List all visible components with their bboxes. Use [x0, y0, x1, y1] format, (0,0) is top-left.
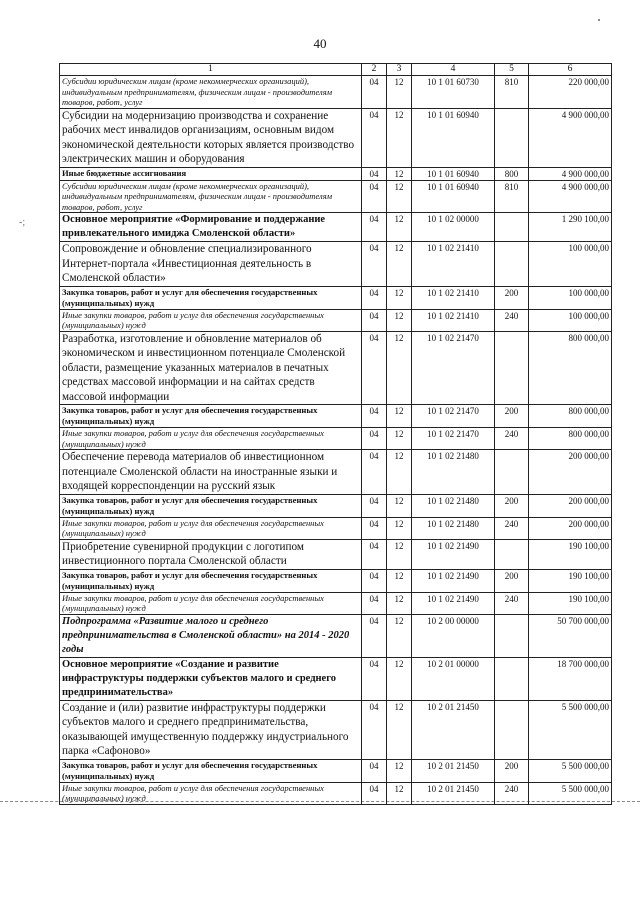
row-expense-type-cell: [495, 614, 529, 657]
table-row: [60, 405, 612, 428]
header-cell-amount: 6: [529, 64, 612, 76]
row-amount-cell: 200 000,00: [529, 450, 612, 495]
row-name-cell: Иные закупки товаров, работ и услуг для обеспечения государственных (муниципальных) нужд: [60, 309, 362, 331]
row-target-article-cell: 10 1 02 21410: [412, 309, 495, 331]
row-subsection-cell: 12: [387, 286, 412, 309]
row-amount-cell: 200 000,00: [529, 517, 612, 539]
row-expense-type-cell: [495, 539, 529, 569]
table-row: [60, 242, 612, 287]
row-target-article-cell: 10 2 01 21450: [412, 759, 495, 782]
table-row: [60, 782, 612, 804]
row-expense-type-cell: 200: [495, 569, 529, 592]
row-section-cell: 04: [362, 450, 387, 495]
row-section-cell: 04: [362, 331, 387, 405]
header-cell-section: 2: [362, 64, 387, 76]
page-number: 40: [313, 36, 327, 51]
row-subsection-cell: 12: [387, 167, 412, 180]
row-amount-cell: 100 000,00: [529, 309, 612, 331]
row-target-article-cell: 10 2 01 21450: [412, 782, 495, 804]
table-row: [60, 700, 612, 759]
table-row: [60, 759, 612, 782]
row-amount-cell: 190 100,00: [529, 592, 612, 614]
row-name-cell: Субсидии юридическим лицам (кроме некоммерческих организаций), индивидуальным предпринимателям, физическим лицам - производителям товаров, работ, услуг: [60, 180, 362, 213]
row-target-article-cell: 10 1 01 60940: [412, 108, 495, 167]
row-name-cell: Субсидии юридическим лицам (кроме некоммерческих организаций), индивидуальным предпринимателям, физическим лицам - производителям товаров, работ, услуг: [60, 76, 362, 109]
row-amount-cell: 100 000,00: [529, 242, 612, 287]
row-name-cell: Основное мероприятие «Формирование и поддержание привлекательного имиджа Смоленской области»: [60, 213, 362, 242]
row-name-cell: Создание и (или) развитие инфраструктуры поддержки субъектов малого и среднего предпринимательства, оказывающей имущественную поддержку индустриального парка «Сафоново»: [60, 700, 362, 759]
row-expense-type-cell: [495, 331, 529, 405]
row-amount-cell: 18 700 000,00: [529, 657, 612, 700]
row-expense-type-cell: 240: [495, 782, 529, 804]
row-subsection-cell: 12: [387, 108, 412, 167]
row-name-cell: Основное мероприятие «Создание и развитие инфраструктуры поддержки субъектов малого и среднего предпринимательства»: [60, 657, 362, 700]
row-section-cell: 04: [362, 494, 387, 517]
row-section-cell: 04: [362, 213, 387, 242]
row-amount-cell: 190 100,00: [529, 539, 612, 569]
row-expense-type-cell: 200: [495, 405, 529, 428]
table-row: [60, 517, 612, 539]
table-row: [60, 180, 612, 213]
row-subsection-cell: 12: [387, 428, 412, 450]
row-target-article-cell: 10 2 00 00000: [412, 614, 495, 657]
table-row: [60, 450, 612, 495]
row-expense-type-cell: 200: [495, 286, 529, 309]
row-amount-cell: 220 000,00: [529, 76, 612, 109]
row-expense-type-cell: 240: [495, 428, 529, 450]
table-row: [60, 428, 612, 450]
table-row: [60, 286, 612, 309]
row-target-article-cell: 10 1 02 21490: [412, 569, 495, 592]
row-name-cell: Иные закупки товаров, работ и услуг для обеспечения государственных (муниципальных) нужд: [60, 517, 362, 539]
table-row: [60, 494, 612, 517]
scan-speck: [598, 19, 600, 21]
row-subsection-cell: 12: [387, 213, 412, 242]
table-row: [60, 657, 612, 700]
row-expense-type-cell: [495, 700, 529, 759]
table-row: [60, 213, 612, 242]
row-expense-type-cell: [495, 450, 529, 495]
row-name-cell: Закупка товаров, работ и услуг для обеспечения государственных (муниципальных) нужд: [60, 759, 362, 782]
row-target-article-cell: 10 1 02 21470: [412, 331, 495, 405]
row-amount-cell: 4 900 000,00: [529, 180, 612, 213]
table-row: [60, 108, 612, 167]
row-section-cell: 04: [362, 782, 387, 804]
row-name-cell: Закупка товаров, работ и услуг для обеспечения государственных (муниципальных) нужд: [60, 286, 362, 309]
row-section-cell: 04: [362, 657, 387, 700]
header-cell-expense-type: 5: [495, 64, 529, 76]
row-section-cell: 04: [362, 592, 387, 614]
margin-mark: -;: [19, 217, 26, 228]
row-target-article-cell: 10 1 02 21480: [412, 517, 495, 539]
row-subsection-cell: 12: [387, 405, 412, 428]
row-amount-cell: 5 500 000,00: [529, 759, 612, 782]
row-expense-type-cell: 240: [495, 309, 529, 331]
row-expense-type-cell: [495, 108, 529, 167]
row-amount-cell: 800 000,00: [529, 428, 612, 450]
row-subsection-cell: 12: [387, 242, 412, 287]
row-name-cell: Закупка товаров, работ и услуг для обеспечения государственных (муниципальных) нужд: [60, 494, 362, 517]
row-expense-type-cell: 810: [495, 180, 529, 213]
row-expense-type-cell: 240: [495, 592, 529, 614]
row-name-cell: Закупка товаров, работ и услуг для обеспечения государственных (муниципальных) нужд: [60, 569, 362, 592]
row-target-article-cell: 10 1 02 21480: [412, 450, 495, 495]
row-expense-type-cell: 810: [495, 76, 529, 109]
row-section-cell: 04: [362, 108, 387, 167]
row-subsection-cell: 12: [387, 592, 412, 614]
row-section-cell: 04: [362, 569, 387, 592]
row-section-cell: 04: [362, 286, 387, 309]
row-section-cell: 04: [362, 76, 387, 109]
row-section-cell: 04: [362, 759, 387, 782]
row-subsection-cell: 12: [387, 569, 412, 592]
row-expense-type-cell: 240: [495, 517, 529, 539]
table-row: [60, 309, 612, 331]
row-subsection-cell: 12: [387, 494, 412, 517]
row-section-cell: 04: [362, 700, 387, 759]
row-amount-cell: 4 900 000,00: [529, 108, 612, 167]
row-name-cell: Иные закупки товаров, работ и услуг для обеспечения государственных (муниципальных) нужд: [60, 592, 362, 614]
row-expense-type-cell: [495, 242, 529, 287]
row-target-article-cell: 10 1 02 21470: [412, 405, 495, 428]
row-subsection-cell: 12: [387, 759, 412, 782]
row-subsection-cell: 12: [387, 450, 412, 495]
row-section-cell: 04: [362, 539, 387, 569]
row-amount-cell: 1 290 100,00: [529, 213, 612, 242]
row-name-cell: Иные закупки товаров, работ и услуг для обеспечения государственных (муниципальных) нужд: [60, 782, 362, 804]
row-target-article-cell: 10 1 02 21410: [412, 242, 495, 287]
row-name-cell: Подпрограмма «Развитие малого и среднего предпринимательства в Смоленской области» на 2014 - 2020 годы: [60, 614, 362, 657]
row-subsection-cell: 12: [387, 76, 412, 109]
row-target-article-cell: 10 1 02 00000: [412, 213, 495, 242]
row-expense-type-cell: [495, 213, 529, 242]
table-row: [60, 569, 612, 592]
row-target-article-cell: 10 1 02 21490: [412, 592, 495, 614]
table-row: [60, 331, 612, 405]
row-amount-cell: 800 000,00: [529, 405, 612, 428]
table-row: [60, 539, 612, 569]
row-subsection-cell: 12: [387, 614, 412, 657]
row-amount-cell: 4 900 000,00: [529, 167, 612, 180]
row-section-cell: 04: [362, 242, 387, 287]
row-section-cell: 04: [362, 405, 387, 428]
row-amount-cell: 5 500 000,00: [529, 700, 612, 759]
row-section-cell: 04: [362, 309, 387, 331]
table-row: [60, 592, 612, 614]
row-subsection-cell: 12: [387, 180, 412, 213]
row-subsection-cell: 12: [387, 517, 412, 539]
header-cell-name: 1: [60, 64, 362, 76]
row-name-cell: Иные бюджетные ассигнования: [60, 167, 362, 180]
row-expense-type-cell: 200: [495, 759, 529, 782]
row-target-article-cell: 10 1 02 21470: [412, 428, 495, 450]
row-target-article-cell: 10 1 01 60940: [412, 167, 495, 180]
row-name-cell: Приобретение сувенирной продукции с логотипом инвестиционного портала Смоленской области: [60, 539, 362, 569]
budget-table: [59, 63, 612, 805]
table-row: [60, 614, 612, 657]
header-cell-subsection: 3: [387, 64, 412, 76]
row-name-cell: Разработка, изготовление и обновление материалов об экономическом и инвестиционном потенциале Смоленской области, размещение указанных материалов в печатных средствах массовой информации и на сайтах средств массовой информации: [60, 331, 362, 405]
row-name-cell: Обеспечение перевода материалов об инвестиционном потенциале Смоленской области на иностранные языки и входящей корреспонденции на русский язык: [60, 450, 362, 495]
row-section-cell: 04: [362, 167, 387, 180]
row-section-cell: 04: [362, 428, 387, 450]
row-expense-type-cell: 800: [495, 167, 529, 180]
row-amount-cell: 50 700 000,00: [529, 614, 612, 657]
row-subsection-cell: 12: [387, 331, 412, 405]
row-subsection-cell: 12: [387, 700, 412, 759]
row-section-cell: 04: [362, 517, 387, 539]
row-name-cell: Субсидии на модернизацию производства и сохранение рабочих мест инвалидов организациям, основным видом экономической деятельности которых является производство электрических машин и оборудования: [60, 108, 362, 167]
row-section-cell: 04: [362, 614, 387, 657]
row-target-article-cell: 10 2 01 21450: [412, 700, 495, 759]
row-amount-cell: 200 000,00: [529, 494, 612, 517]
row-subsection-cell: 12: [387, 309, 412, 331]
row-name-cell: Иные закупки товаров, работ и услуг для обеспечения государственных (муниципальных) нужд: [60, 428, 362, 450]
row-subsection-cell: 12: [387, 657, 412, 700]
row-amount-cell: 5 500 000,00: [529, 782, 612, 804]
row-target-article-cell: 10 1 01 60730: [412, 76, 495, 109]
row-amount-cell: 100 000,00: [529, 286, 612, 309]
row-expense-type-cell: 200: [495, 494, 529, 517]
row-target-article-cell: 10 1 02 21480: [412, 494, 495, 517]
row-subsection-cell: 12: [387, 539, 412, 569]
row-target-article-cell: 10 1 02 21490: [412, 539, 495, 569]
row-target-article-cell: 10 1 02 21410: [412, 286, 495, 309]
row-amount-cell: 800 000,00: [529, 331, 612, 405]
row-target-article-cell: 10 1 01 60940: [412, 180, 495, 213]
header-cell-target-article: 4: [412, 64, 495, 76]
row-expense-type-cell: [495, 657, 529, 700]
table-header-row: [60, 64, 612, 76]
row-section-cell: 04: [362, 180, 387, 213]
row-name-cell: Сопровождение и обновление специализированного Интернет-портала «Инвестиционная деятельность в Смоленской области»: [60, 242, 362, 287]
row-target-article-cell: 10 2 01 00000: [412, 657, 495, 700]
table-row: [60, 76, 612, 109]
row-name-cell: Закупка товаров, работ и услуг для обеспечения государственных (муниципальных) нужд: [60, 405, 362, 428]
row-subsection-cell: 12: [387, 782, 412, 804]
table-body: [60, 76, 612, 805]
table-row: [60, 167, 612, 180]
row-amount-cell: 190 100,00: [529, 569, 612, 592]
